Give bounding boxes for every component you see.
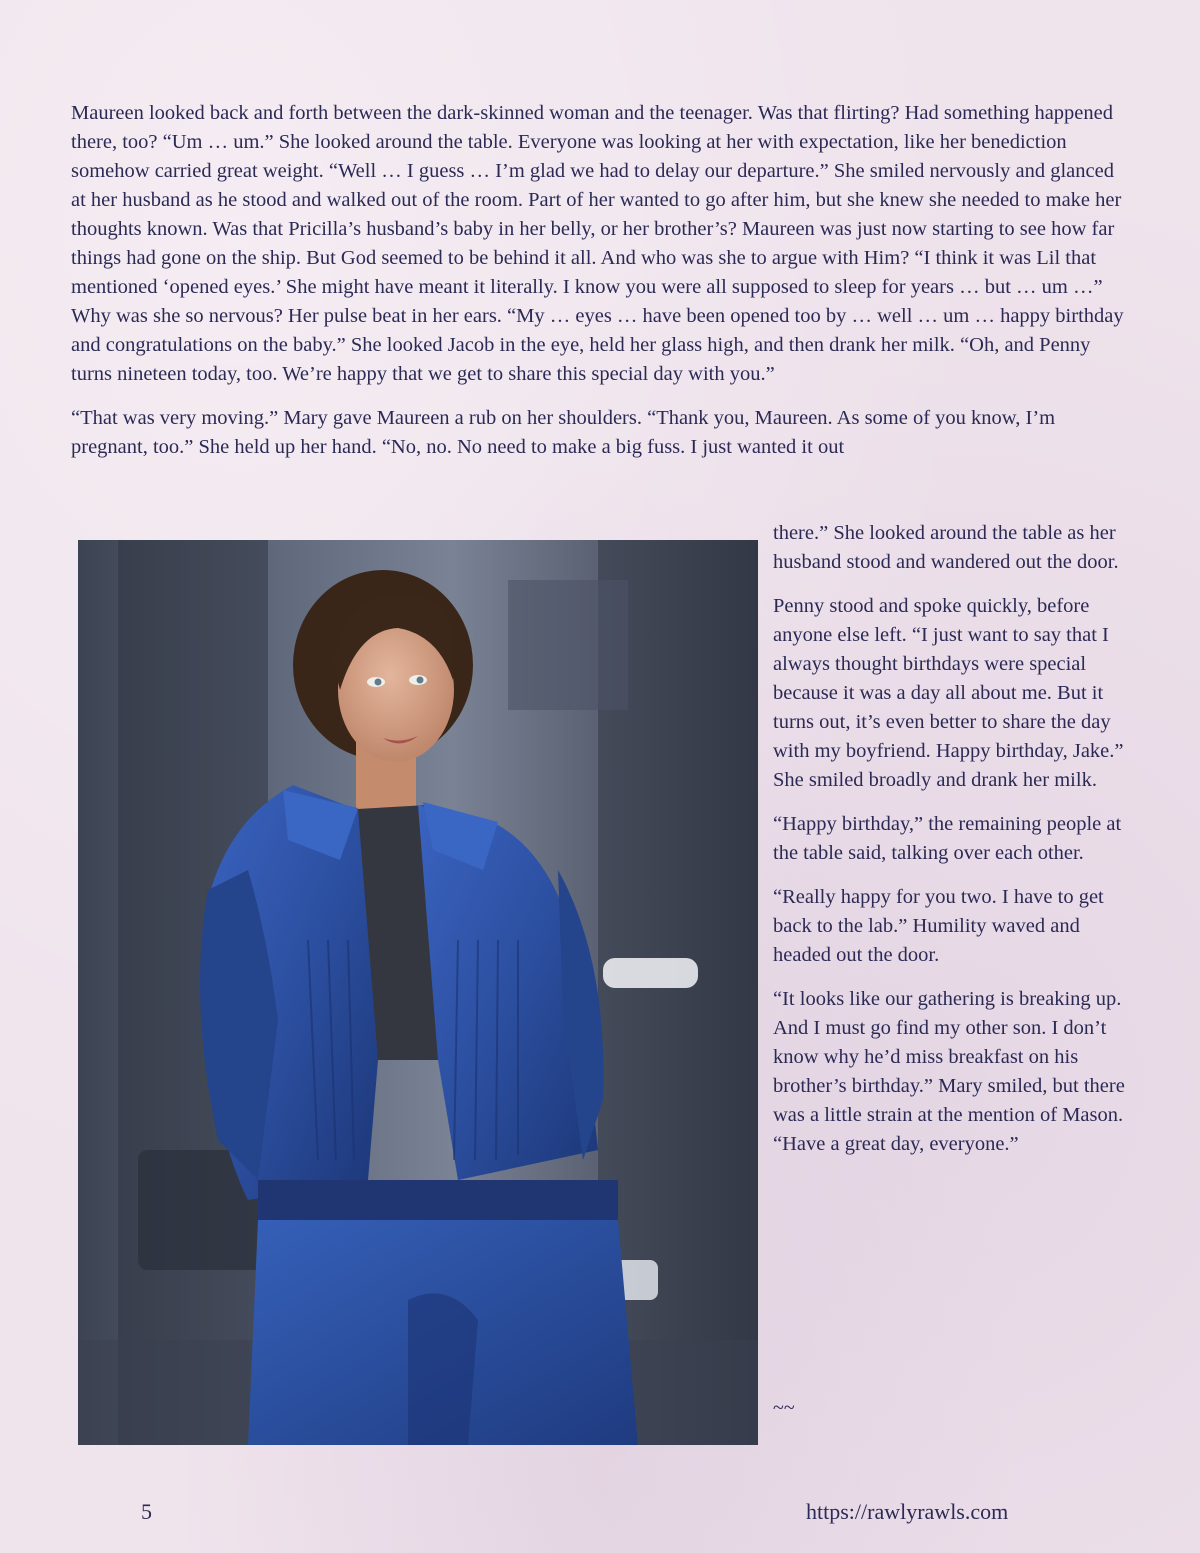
paragraph: Penny stood and spoke quickly, before anyone else left. “I just want to say that I always thought birthdays were special because it was a day all about me. But it turns out, it’s even better to share the day with my boyfriend. Happy birthday, Jake.” She smiled broadly and drank her milk. — [773, 595, 1124, 791]
scene-break: ~~ — [773, 1397, 795, 1419]
paragraph: Maureen looked back and forth between the dark-skinned woman and the teenager. Was that flirting? Had something happened there, too? “Um … um.” She looked around the table. Everyone was looking at her with expectation, like her benediction somehow carried great weight. “Well … I guess … I’m glad we had to delay our departure.” She smiled nervously and glanced at her husband as he stood and walked out of the room. Part of her wanted to go after him, but she knew she needed to make her thoughts known. Was that Pricilla’s husband’s baby in her belly, or her brother’s? Maureen was just now starting to see how far things had gone on the ship. But God seemed to be behind it all. And who was she to argue with Him? “I think it was Lil that mentioned ‘opened eyes.’ She might have meant it literally. I know you were all supposed to sleep for years … but … um …” Why was she so nervous? Her pulse beat in her ears. “My … eyes … have been opened too by … well … um … happy birthday and congratulations on the baby.” She looked Jacob in the eye, held her glass high, and then drank her milk. “Oh, and Penny turns nineteen today, too. We’re happy that we get to share this special day with you.” — [71, 102, 1124, 385]
paragraph: “That was very moving.” Mary gave Maureen a rub on her shoulders. “Thank you, Maureen. As some of you know, I’m pregnant, too.” She held up her hand. “No, no. No need to make a big fuss. I just wanted it out — [71, 407, 1056, 458]
paragraph: “It looks like our gathering is breaking up. And I must go find my other son. I don’t know why he’d miss breakfast on his brother’s birthday.” Mary smiled, but there was a little strain at the mention of Mason. “Have a great day, everyone.” — [773, 988, 1125, 1155]
paragraph: “Really happy for you two. I have to get back to the lab.” Humility waved and headed out the door. — [773, 886, 1104, 966]
illustration — [78, 540, 758, 1445]
top-text-block — [71, 99, 1131, 477]
footer-url[interactable]: https://rawlyrawls.com — [806, 1499, 1009, 1524]
paragraph: there.” She looked around the table as her husband stood and wandered out the door. — [773, 522, 1119, 573]
side-text-column — [773, 519, 1133, 1174]
paragraph: “Happy birthday,” the remaining people at the table said, talking over each other. — [773, 813, 1122, 864]
page-number: 5 — [141, 1499, 152, 1524]
illustration-woman-in-blue-jacket — [78, 540, 758, 1445]
